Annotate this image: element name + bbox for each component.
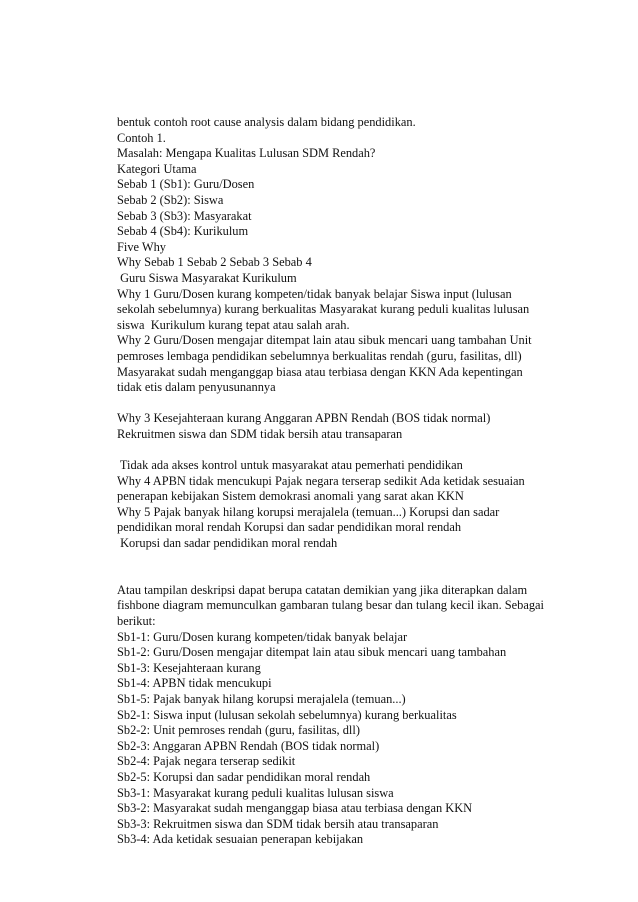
list-item: Sb2-1: Siswa input (lulusan sekolah sebelumnya) kurang berkualitas xyxy=(117,707,457,722)
list-item: Sb3-1: Masyarakat kurang peduli kualitas lulusan siswa xyxy=(117,785,394,800)
five-why-heading: Five Why xyxy=(117,239,166,254)
main-category-heading: Kategori Utama xyxy=(117,161,197,176)
why1-line: sekolah sebelumnya) kurang berkualitas Masyarakat kurang peduli kualitas lulusan xyxy=(117,302,530,317)
why2-line: Why 2 Guru/Dosen mengajar ditempat lain atau sibuk mencari uang tambahan Unit xyxy=(117,333,532,348)
cause-item: Sebab 4 (Sb4): Kurikulum xyxy=(117,224,249,239)
why4-line: penerapan kebijakan Sistem demokrasi anomali yang sarat akan KKN xyxy=(117,489,464,504)
intro-line: bentuk contoh root cause analysis dalam bidang pendidikan. xyxy=(117,115,416,129)
fishbone-intro-line: fishbone diagram memunculkan gambaran tulang besar dan tulang kecil ikan. Sebagai xyxy=(117,598,544,613)
why4-line: Why 4 APBN tidak mencukupi Pajak negara terserap sedikit Ada ketidak sesuaian xyxy=(117,473,525,488)
fishbone-intro-line: berikut: xyxy=(117,614,156,628)
why3-line: Why 3 Kesejahteraan kurang Anggaran APBN Rendah (BOS tidak normal) xyxy=(117,411,491,426)
list-item: Sb1-2: Guru/Dosen mengajar ditempat lain atau sibuk mencari uang tambahan xyxy=(117,645,507,660)
list-item: Sb1-3: Kesejahteraan kurang xyxy=(117,660,261,675)
list-item: Sb1-4: APBN tidak mencukupi xyxy=(117,676,272,691)
why1-line: siswa Kurikulum kurang tepat atau salah arah. xyxy=(117,317,350,332)
cause-item: Sebab 1 (Sb1): Guru/Dosen xyxy=(117,177,255,192)
why-table-header: Why Sebab 1 Sebab 2 Sebab 3 Sebab 4 xyxy=(117,255,312,270)
example-title: Contoh 1. xyxy=(117,130,166,145)
why-table-subheader: Guru Siswa Masyarakat Kurikulum xyxy=(117,270,297,285)
why5-line: Why 5 Pajak banyak hilang korupsi merajalela (temuan...) Korupsi dan sadar xyxy=(117,504,500,519)
why2-line: pemroses lembaga pendidikan sebelumnya berkualitas rendah (guru, fasilitas, dll) xyxy=(117,348,522,363)
list-item: Sb2-5: Korupsi dan sadar pendidikan moral rendah xyxy=(117,769,371,784)
why2-line: tidak etis dalam penyusunannya xyxy=(117,380,276,395)
list-item: Sb2-3: Anggaran APBN Rendah (BOS tidak normal) xyxy=(117,738,380,753)
why3-line: Rekruitmen siswa dan SDM tidak bersih atau transaparan xyxy=(117,426,403,441)
why3-continuation: Tidak ada akses kontrol untuk masyarakat atau pemerhati pendidikan xyxy=(117,458,463,473)
document-page xyxy=(117,115,563,848)
list-item: Sb1-1: Guru/Dosen kurang kompeten/tidak banyak belajar xyxy=(117,629,408,644)
cause-item: Sebab 3 (Sb3): Masyarakat xyxy=(117,208,252,223)
list-item: Sb3-2: Masyarakat sudah menganggap biasa atau terbiasa dengan KKN xyxy=(117,801,473,816)
paragraph-gap xyxy=(117,442,563,458)
problem-statement: Masalah: Mengapa Kualitas Lulusan SDM Rendah? xyxy=(117,146,376,161)
paragraph-gap xyxy=(117,396,563,412)
list-item: Sb2-4: Pajak negara terserap sedikit xyxy=(117,754,296,769)
list-item: Sb2-2: Unit pemroses rendah (guru, fasilitas, dll) xyxy=(117,723,360,738)
list-item: Sb3-3: Rekruitmen siswa dan SDM tidak bersih atau transaparan xyxy=(117,816,439,831)
why5-line: pendidikan moral rendah Korupsi dan sadar pendidikan moral rendah xyxy=(117,520,462,535)
paragraph-gap xyxy=(117,552,563,583)
fishbone-intro-line: Atau tampilan deskripsi dapat berupa catatan demikian yang jika diterapkan dalam xyxy=(117,582,528,597)
cause-item: Sebab 2 (Sb2): Siswa xyxy=(117,192,224,207)
list-item: Sb1-5: Pajak banyak hilang korupsi merajalela (temuan...) xyxy=(117,691,406,706)
why2-line: Masyarakat sudah menganggap biasa atau terbiasa dengan KKN Ada kepentingan xyxy=(117,364,523,379)
list-item: Sb3-4: Ada ketidak sesuaian penerapan kebijakan xyxy=(117,832,364,847)
why5-line: Korupsi dan sadar pendidikan moral rendah xyxy=(117,536,338,551)
why1-line: Why 1 Guru/Dosen kurang kompeten/tidak banyak belajar Siswa input (lulusan xyxy=(117,286,512,301)
